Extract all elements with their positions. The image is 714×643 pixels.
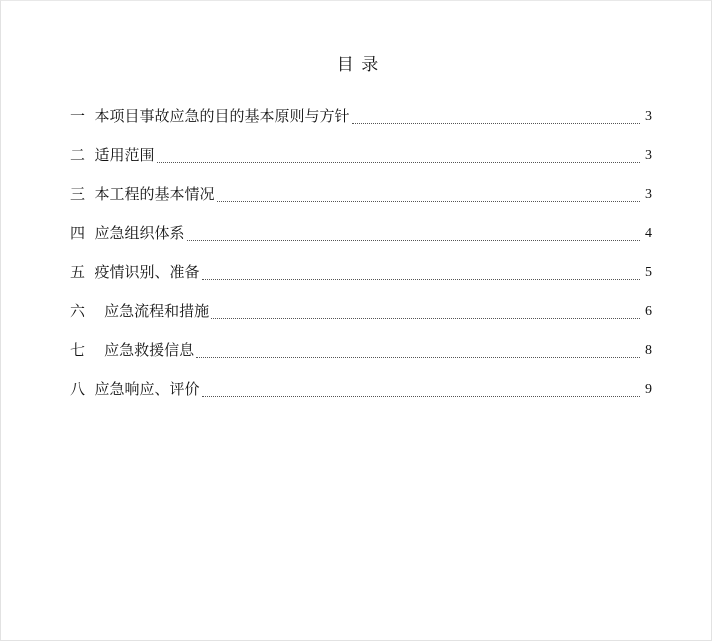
toc-entry-label: 七 应急救援信息 [70,341,195,359]
toc-entry[interactable] [70,132,652,171]
toc-entry[interactable] [70,288,652,327]
toc-page-number: 3 [645,148,652,163]
toc-entry-label: 一 本项目事故应急的目的基本原则与方针 [70,107,350,125]
toc-entry-label: 二 适用范围 [70,146,155,164]
toc-title: 目 录 [336,55,380,75]
toc-entry-label: 八 应急响应、评价 [70,380,200,398]
dot-leader [202,278,640,280]
toc-entry[interactable] [70,249,652,288]
toc-page-number: 9 [645,382,652,397]
table-of-contents [70,93,652,405]
toc-entry[interactable] [70,93,652,132]
dot-leader [202,395,640,397]
toc-page-number: 5 [645,265,652,280]
dot-leader [187,239,640,241]
toc-entry-label: 四 应急组织体系 [70,224,185,242]
toc-page-number: 3 [645,187,652,202]
toc-page-number: 4 [645,226,652,241]
dot-leader [196,356,640,358]
dot-leader [211,317,640,319]
toc-entry-label: 六 应急流程和措施 [70,302,210,320]
toc-entry-label: 三 本工程的基本情况 [70,185,215,203]
dot-leader [352,122,640,124]
toc-entry[interactable] [70,210,652,249]
toc-entry[interactable] [70,327,652,366]
toc-page-number: 8 [645,343,652,358]
toc-entry-label: 五 疫情识别、准备 [70,263,200,281]
toc-page-number: 3 [645,109,652,124]
toc-entry[interactable] [70,366,652,405]
toc-page-number: 6 [645,304,652,319]
toc-entry[interactable] [70,171,652,210]
dot-leader [157,161,640,163]
dot-leader [217,200,640,202]
